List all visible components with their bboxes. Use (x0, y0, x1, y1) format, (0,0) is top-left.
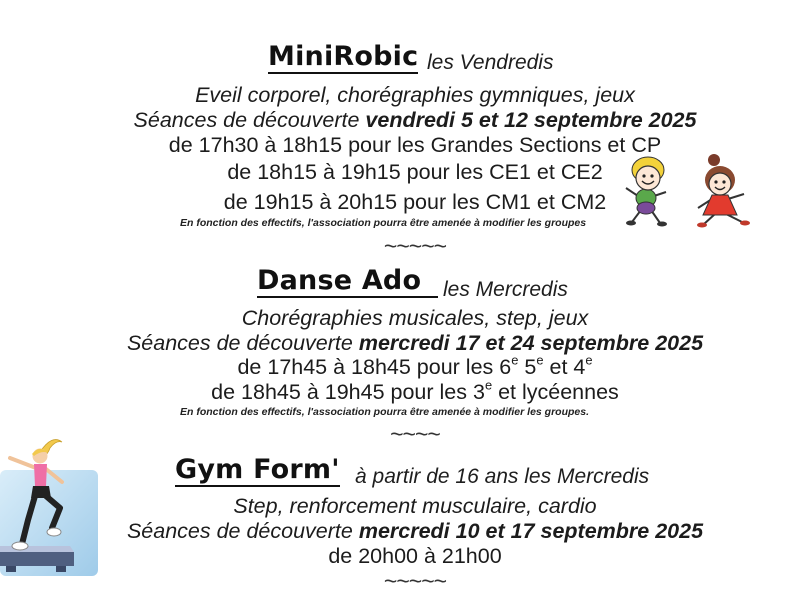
time-text: de 18h45 à 19h45 pour les 3 (211, 380, 485, 404)
time-text: et 4 (543, 355, 586, 379)
discovery-prefix: Séances de découverte (126, 519, 359, 543)
discovery-dates: mercredi 10 et 17 septembre 2025 (358, 519, 704, 543)
step-aerobics-woman-illustration (0, 432, 102, 582)
gym-form-description: Step, renforcement musculaire, cardio (233, 494, 597, 518)
discovery-dates: mercredi 17 et 24 septembre 2025 (358, 331, 704, 355)
danse-ado-time-slot-1 (95, 352, 735, 380)
section-separator: ~~~~~ (383, 568, 447, 594)
minirobic-time-slot-1: de 17h30 à 18h15 pour les Grandes Sections et CP (168, 133, 662, 157)
danse-ado-day: les Mercredis (443, 278, 568, 301)
minirobic-note: En fonction des effectifs, l'association pourra être amenée à modifier les groupes (180, 217, 587, 229)
gym-form-time-slot-1: de 20h00 à 21h00 (328, 544, 502, 568)
gym-form-title: Gym Form' (175, 454, 340, 485)
danse-ado-title: Danse Ado (257, 266, 438, 298)
danse-ado-discovery (95, 331, 735, 356)
section-separator: ~~~~ (390, 421, 440, 447)
minirobic-day: les Vendredis (427, 51, 554, 74)
ordinal-suffix: e (536, 352, 544, 368)
minirobic-time-slot-3: de 19h15 à 20h15 pour les CM1 et CM2 (223, 190, 607, 214)
discovery-prefix: Séances de découverte (133, 108, 366, 132)
section-separator: ~~~~~ (383, 233, 447, 259)
time-text: 5 (518, 355, 537, 379)
danse-ado-time-slot-2 (95, 377, 735, 405)
minirobic-description: Eveil corporel, chorégraphies gymniques, jeux (195, 83, 635, 107)
time-text: et lycéennes (492, 380, 619, 404)
danse-ado-description: Chorégraphies musicales, step, jeux (241, 306, 589, 330)
minirobic-title: MiniRobic (268, 41, 419, 72)
gym-form-day: à partir de 16 ans les Mercredis (355, 465, 650, 488)
time-text: de 17h45 à 18h45 pour les 6 (237, 355, 512, 379)
children-illustration (620, 150, 760, 230)
discovery-dates: vendredi 5 et 12 septembre 2025 (365, 108, 697, 132)
minirobic-discovery (95, 108, 735, 133)
minirobic-time-slot-2: de 18h15 à 19h15 pour les CE1 et CE2 (227, 160, 603, 184)
discovery-prefix: Séances de découverte (126, 331, 359, 355)
ordinal-suffix: e (484, 377, 493, 393)
danse-ado-note: En fonction des effectifs, l'association pourra être amenée à modifier les groupes. (180, 406, 589, 418)
gym-form-discovery (95, 519, 735, 544)
ordinal-suffix: e (511, 352, 519, 368)
ordinal-suffix: e (585, 352, 593, 368)
